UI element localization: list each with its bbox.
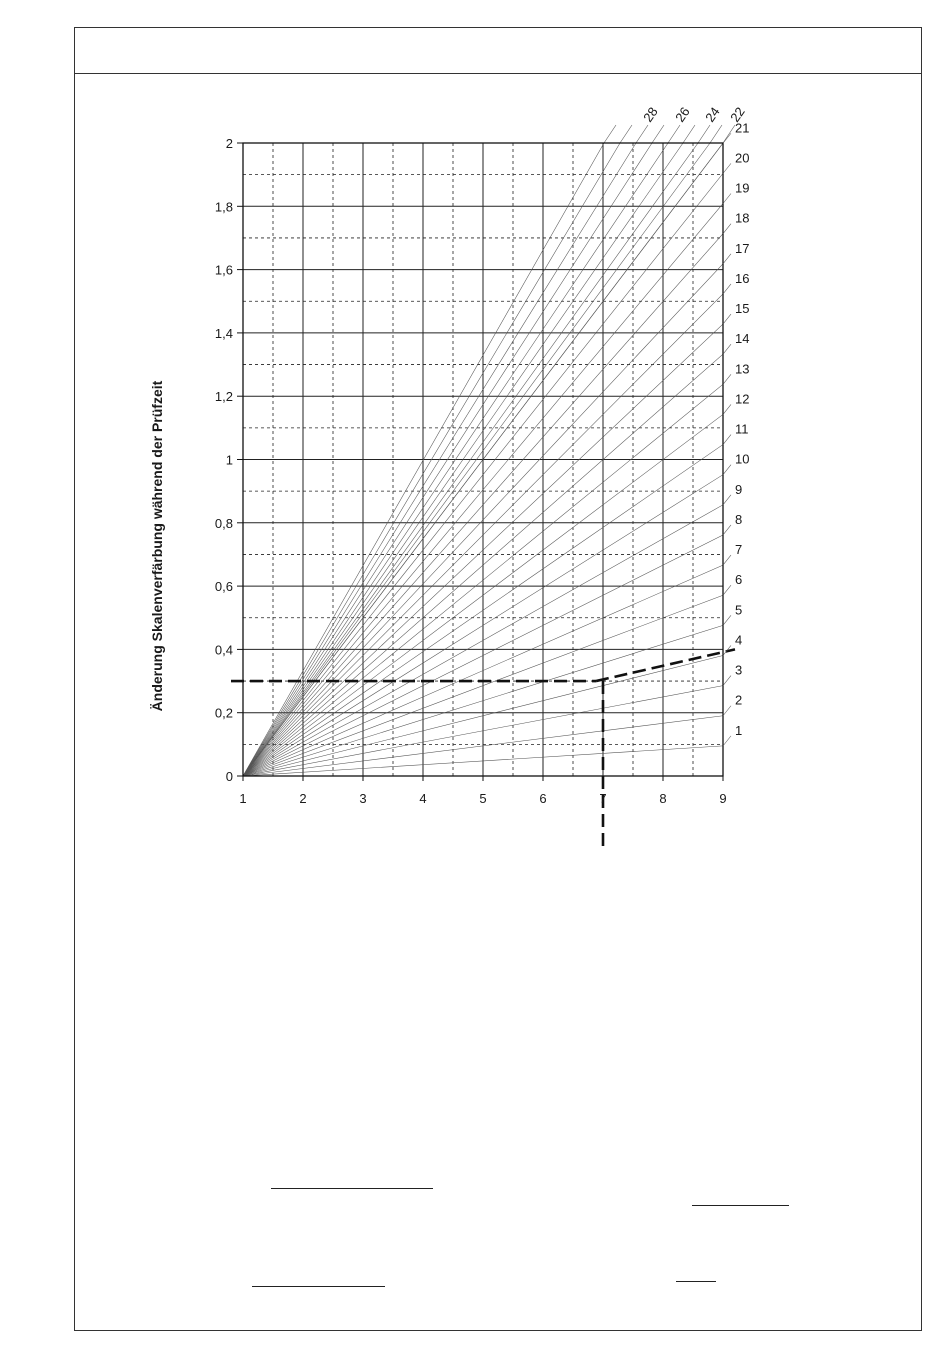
x-tick-label: 2 (299, 791, 307, 806)
fan-line-label: 21 (735, 120, 750, 136)
fan-line-label: 28 (640, 104, 661, 125)
fan-label-leader (723, 224, 731, 234)
fan-line-label: 19 (735, 180, 750, 196)
fan-line-leader (698, 125, 710, 143)
fan-line-label: 5 (735, 602, 743, 618)
fan-line-label: 13 (735, 361, 750, 377)
fan-line-label: 11 (735, 421, 749, 437)
fan-line-label: 9 (735, 481, 743, 497)
fan-line-label: 10 (735, 451, 750, 467)
fan-label-leader (723, 555, 731, 565)
fan-label-leader (723, 194, 731, 204)
y-tick-label: 0 (225, 769, 233, 784)
fan-line-label: 6 (735, 572, 743, 588)
fan-label-leader (723, 133, 731, 143)
fan-label-leader (723, 676, 731, 686)
fan-label-leader (723, 314, 731, 324)
signature-line-4 (676, 1281, 716, 1282)
x-tick-label: 8 (659, 791, 667, 806)
x-tick-label: 1 (239, 791, 247, 806)
fan-line-label: 15 (735, 301, 750, 317)
fan-label-leader (723, 525, 731, 535)
fan-line-leader (683, 125, 695, 143)
fan-label-leader (723, 585, 731, 595)
y-tick-label: 1,2 (214, 389, 233, 405)
fan-line-label: 8 (735, 511, 743, 527)
fan-line-leader (636, 125, 648, 143)
fan-line-label: 20 (735, 150, 750, 166)
fan-label-leader (723, 736, 731, 746)
y-tick-label: 0,8 (214, 515, 233, 531)
fan-line-label: 18 (735, 210, 750, 226)
fan-line-label: 16 (735, 270, 750, 286)
fan-line-leader (652, 125, 664, 143)
y-tick-label: 0,2 (214, 705, 233, 721)
fan-line-label: 17 (735, 240, 750, 256)
fan-label-leader (723, 344, 731, 354)
fan-line-leader (668, 125, 680, 143)
y-tick-label: 2 (225, 136, 233, 151)
fan-line-leader (710, 125, 722, 143)
fan-line-leader (620, 125, 632, 143)
fan-line-label: 22 (727, 104, 748, 125)
fan-line-leader (723, 125, 735, 143)
x-tick-label: 9 (719, 791, 727, 806)
fan-line-label: 26 (672, 104, 693, 125)
fan-label-leader (723, 254, 731, 264)
fan-label-leader (723, 615, 731, 625)
fan-label-leader (723, 163, 731, 173)
fan-label-leader (723, 374, 731, 384)
fan-label-leader (723, 284, 731, 294)
y-tick-label: 0,6 (214, 579, 233, 595)
signature-line-1 (271, 1188, 433, 1189)
y-tick-label: 0,4 (214, 642, 233, 658)
x-tick-label: 7 (599, 791, 607, 806)
fan-line-label: 24 (702, 104, 723, 125)
signature-line-3 (252, 1286, 385, 1287)
fan-line-label: 1 (735, 722, 743, 738)
fan-label-leader (723, 495, 731, 505)
x-tick-label: 3 (359, 791, 367, 806)
fan-line-label: 4 (735, 632, 743, 648)
fan-label-leader (723, 465, 731, 475)
y-tick-label: 1 (225, 452, 233, 468)
fan-label-leader (723, 404, 731, 414)
fan-line-label: 7 (735, 542, 743, 558)
fan-line-label: 2 (735, 692, 743, 708)
example-diagonal (596, 649, 735, 681)
fan-label-leader (723, 706, 731, 716)
y-axis-label: Änderung Skalenverfärbung während der Prüfzeit (149, 380, 165, 712)
fan-line-label: 14 (735, 331, 750, 347)
x-tick-label: 4 (419, 791, 427, 806)
y-tick-label: 1,6 (214, 262, 233, 278)
fan-line-label: 3 (735, 662, 743, 678)
y-tick-label: 1,8 (214, 199, 233, 215)
signature-line-2 (692, 1205, 789, 1206)
x-tick-label: 5 (479, 791, 487, 806)
fan-lines (243, 125, 735, 776)
x-tick-label: 6 (539, 791, 547, 806)
fan-line-label: 12 (735, 391, 750, 407)
fan-label-leader (723, 435, 731, 445)
fan-line-leader (604, 125, 616, 143)
y-tick-label: 1,4 (214, 325, 233, 341)
